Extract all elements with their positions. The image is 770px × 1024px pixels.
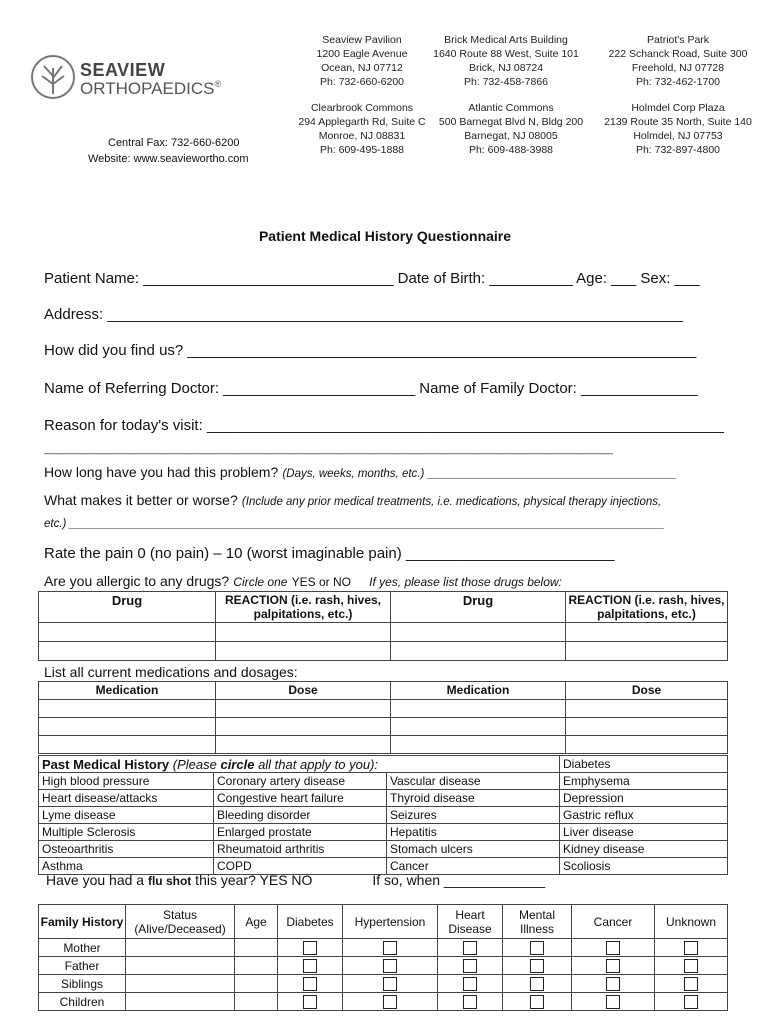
condition-item[interactable]: Thyroid disease <box>387 790 560 807</box>
logo-line2: ORTHOPAEDICS <box>80 79 215 98</box>
condition-item[interactable]: Osteoarthritis <box>39 841 214 858</box>
condition-item[interactable]: Emphysema <box>560 773 728 790</box>
checkbox[interactable] <box>606 941 620 955</box>
table-cell[interactable] <box>566 736 728 754</box>
table-cell[interactable] <box>391 700 566 718</box>
flu-label-bold: flu shot <box>147 874 192 888</box>
condition-item[interactable]: Scoliosis <box>560 858 728 875</box>
page-title: Patient Medical History Questionnaire <box>258 228 512 244</box>
etc-field[interactable]: etc.) _____________________________________________________________________________________________ <box>44 518 665 530</box>
checkbox[interactable] <box>530 941 544 955</box>
referring-doctor-field[interactable]: Name of Referring Doctor: _______________________ <box>44 380 416 397</box>
flu-when-field[interactable]: If so, when _____________ <box>372 872 546 888</box>
dob-field[interactable]: Date of Birth: __________ <box>397 270 573 287</box>
table-cell[interactable] <box>566 700 728 718</box>
medication-header: Medication <box>39 682 216 700</box>
family-member: Mother <box>39 939 126 957</box>
flu-yes-no[interactable]: this year? YES NO <box>191 872 313 888</box>
checkbox[interactable] <box>303 977 317 991</box>
how-long-label: How long have you had this problem? <box>44 464 279 480</box>
checkbox[interactable] <box>606 977 620 991</box>
dose-header: Dose <box>216 682 391 700</box>
condition-item[interactable]: High blood pressure <box>39 773 214 790</box>
checkbox[interactable] <box>463 977 477 991</box>
drug-header: Drug <box>391 592 566 623</box>
status-cell[interactable] <box>126 975 235 993</box>
pain-rating-field[interactable]: Rate the pain 0 (no pain) – 10 (worst imaginable pain) _________________________ <box>44 545 615 562</box>
checkbox[interactable] <box>303 941 317 955</box>
condition-item[interactable]: Asthma <box>39 858 214 875</box>
condition-item[interactable]: Coronary artery disease <box>214 773 387 790</box>
table-cell[interactable] <box>39 623 216 642</box>
checkbox[interactable] <box>383 977 397 991</box>
checkbox[interactable] <box>684 959 698 973</box>
heart-disease-header: Heart Disease <box>438 905 503 939</box>
drug-header: Drug <box>39 592 216 623</box>
find-us-field[interactable]: How did you find us? _____________________________________________________________ <box>44 342 697 359</box>
checkbox[interactable] <box>463 995 477 1009</box>
status-header: Status (Alive/Deceased) <box>126 905 235 939</box>
diabetes-header: Diabetes <box>278 905 343 939</box>
reason-line2[interactable]: _____________________________________________________________________________________________ <box>44 443 613 455</box>
checkbox[interactable] <box>303 959 317 973</box>
table-cell[interactable] <box>216 623 391 642</box>
checkbox[interactable] <box>684 995 698 1009</box>
condition-item[interactable]: Bleeding disorder <box>214 807 387 824</box>
sex-field[interactable]: Sex: ___ <box>640 270 700 287</box>
table-cell[interactable] <box>39 700 216 718</box>
condition-item[interactable]: Vascular disease <box>387 773 560 790</box>
checkbox[interactable] <box>383 995 397 1009</box>
address-field[interactable]: Address: _____________________________________________________________________ <box>44 306 683 323</box>
dose-header: Dose <box>566 682 728 700</box>
allergic-label: Are you allergic to any drugs? <box>44 573 230 589</box>
family-header: Family History <box>39 905 126 939</box>
location-block: Seaview Pavilion 1200 Eagle Avenue Ocean, NJ 07712 Ph: 732-660-6200 <box>316 34 408 88</box>
seaview-logo-icon <box>30 54 76 100</box>
table-cell[interactable] <box>39 736 216 754</box>
age-cell[interactable] <box>235 939 278 957</box>
mental-illness-header: Mental Illness <box>503 905 572 939</box>
family-doctor-field[interactable]: Name of Family Doctor: ______________ <box>419 380 698 397</box>
logo-line1: SEAVIEW <box>80 60 166 80</box>
reaction-header: REACTION (i.e. rash, hives, palpitations, etc.) <box>566 592 728 623</box>
location-block: Clearbrook Commons 294 Applegarth Rd, Suite C Monroe, NJ 08831 Ph: 609-495-1888 <box>298 102 426 156</box>
condition-item[interactable]: Rheumatoid arthritis <box>214 841 387 858</box>
condition-item[interactable]: Diabetes <box>560 756 728 773</box>
table-cell[interactable] <box>39 642 216 661</box>
medications-label: List all current medications and dosages: <box>44 664 298 680</box>
patient-name-field[interactable]: Patient Name: ______________________________ <box>44 270 394 287</box>
drug-allergy-table <box>38 591 728 661</box>
past-history-label: Past Medical History (Please circle all that apply to you): <box>39 756 560 773</box>
past-medical-history-table <box>38 755 728 875</box>
family-history-table <box>38 904 728 1011</box>
family-member: Siblings <box>39 975 126 993</box>
checkbox[interactable] <box>383 959 397 973</box>
condition-item[interactable]: Seizures <box>387 807 560 824</box>
status-cell[interactable] <box>126 993 235 1011</box>
hypertension-header: Hypertension <box>343 905 438 939</box>
checkbox[interactable] <box>606 995 620 1009</box>
table-cell[interactable] <box>216 642 391 661</box>
central-fax: Central Fax: 732-660-6200 <box>108 137 240 149</box>
location-block: Holmdel Corp Plaza 2139 Route 35 North, Suite 140 Holmdel, NJ 07753 Ph: 732-897-4800 <box>604 102 752 156</box>
family-member: Children <box>39 993 126 1011</box>
location-block: Atlantic Commons 500 Barnegat Blvd N, Bldg 200 Barnegat, NJ 08005 Ph: 609-488-3988 <box>438 102 584 156</box>
family-member: Father <box>39 957 126 975</box>
how-long-field[interactable]: (Days, weeks, months, etc.) _______________________________________ <box>282 468 677 480</box>
condition-item[interactable]: Hepatitis <box>387 824 560 841</box>
circle-one-label: Circle one <box>233 575 288 589</box>
condition-item[interactable]: Lyme disease <box>39 807 214 824</box>
checkbox[interactable] <box>530 959 544 973</box>
flu-label: Have you had a <box>46 872 148 888</box>
unknown-header: Unknown <box>655 905 728 939</box>
checkbox[interactable] <box>463 941 477 955</box>
table-cell[interactable] <box>566 718 728 736</box>
checkbox[interactable] <box>530 995 544 1009</box>
medication-header: Medication <box>391 682 566 700</box>
age-header: Age <box>235 905 278 939</box>
better-worse-hint: (Include any prior medical treatments, i.e. medications, physical therapy injections, <box>241 496 662 508</box>
if-yes-label: If yes, please list those drugs below: <box>369 575 562 589</box>
checkbox[interactable] <box>606 959 620 973</box>
status-cell[interactable] <box>126 957 235 975</box>
table-cell[interactable] <box>391 718 566 736</box>
age-cell[interactable] <box>235 993 278 1011</box>
table-cell[interactable] <box>216 736 391 754</box>
checkbox[interactable] <box>530 977 544 991</box>
table-cell[interactable] <box>566 642 728 661</box>
checkbox[interactable] <box>463 959 477 973</box>
table-cell[interactable] <box>216 718 391 736</box>
condition-item[interactable]: Liver disease <box>560 824 728 841</box>
condition-item[interactable]: Cancer <box>387 858 560 875</box>
better-worse-label: What makes it better or worse? <box>44 492 238 508</box>
logo <box>30 54 230 102</box>
table-cell[interactable] <box>391 642 566 661</box>
medications-table <box>38 681 728 754</box>
checkbox[interactable] <box>684 977 698 991</box>
location-block: Brick Medical Arts Building 1640 Route 88 West, Suite 101 Brick, NJ 08724 Ph: 732-458-7866 <box>433 34 579 88</box>
condition-item[interactable]: COPD <box>214 858 387 875</box>
condition-item[interactable]: Gastric reflux <box>560 807 728 824</box>
table-cell[interactable] <box>391 736 566 754</box>
website: Website: www.seavieworthо.com <box>88 153 249 165</box>
reaction-header: REACTION (i.e. rash, hives, palpitations, etc.) <box>216 592 391 623</box>
table-cell[interactable] <box>391 623 566 642</box>
condition-item[interactable]: Kidney disease <box>560 841 728 858</box>
table-cell[interactable] <box>566 623 728 642</box>
cancer-header: Cancer <box>572 905 655 939</box>
logo-registered-mark: ® <box>214 79 222 89</box>
reason-field[interactable]: Reason for today's visit: ______________________________________________________________ <box>44 417 724 434</box>
condition-item[interactable]: Congestive heart failure <box>214 790 387 807</box>
table-cell[interactable] <box>39 718 216 736</box>
condition-item[interactable]: Multiple Sclerosis <box>39 824 214 841</box>
allergy-yes-no[interactable]: YES or NO <box>291 575 351 589</box>
condition-item[interactable]: Depression <box>560 790 728 807</box>
table-cell[interactable] <box>216 700 391 718</box>
condition-item[interactable]: Heart disease/attacks <box>39 790 214 807</box>
checkbox[interactable] <box>684 941 698 955</box>
age-field[interactable]: Age: ___ <box>576 270 637 287</box>
status-cell[interactable] <box>126 939 235 957</box>
checkbox[interactable] <box>303 995 317 1009</box>
condition-item[interactable]: Stomach ulcers <box>387 841 560 858</box>
location-block: Patriot's Park 222 Schanck Road, Suite 300 Freehold, NJ 07728 Ph: 732-462-1700 <box>608 34 748 88</box>
age-cell[interactable] <box>235 975 278 993</box>
age-cell[interactable] <box>235 957 278 975</box>
checkbox[interactable] <box>383 941 397 955</box>
condition-item[interactable]: Enlarged prostate <box>214 824 387 841</box>
